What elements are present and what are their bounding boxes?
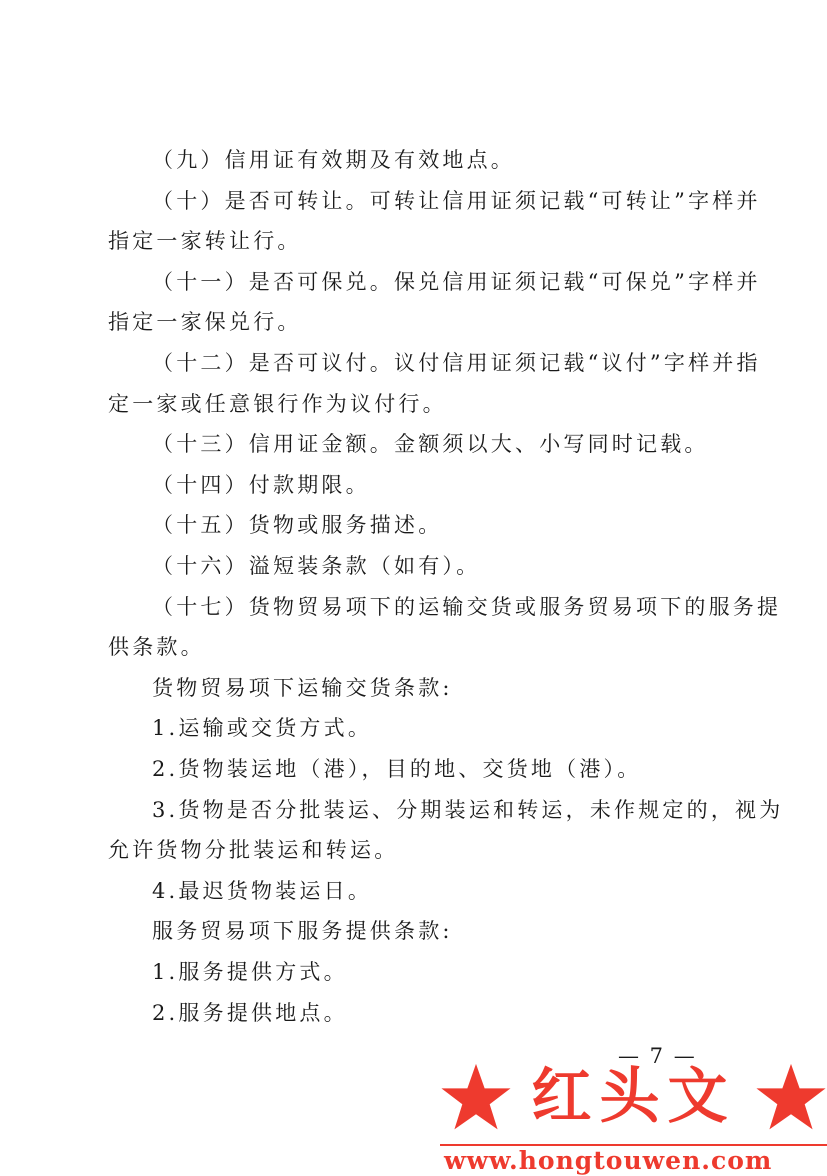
page-number: — 7 — xyxy=(618,1044,697,1068)
paragraph-line: 指定一家保兑行。 xyxy=(108,310,302,335)
watermark-url: www.hongtouwen.com xyxy=(444,1146,773,1175)
paragraph-line: 1.运输或交货方式。 xyxy=(152,716,373,741)
star-icon xyxy=(755,1062,827,1132)
paragraph-line: 允许货物分批装运和转运。 xyxy=(108,838,399,863)
paragraph-line: 服务贸易项下服务提供条款: xyxy=(152,919,453,944)
paragraph xyxy=(108,911,724,952)
paragraph-line: 4.最迟货物装运日。 xyxy=(152,878,373,903)
paragraph xyxy=(108,993,724,1034)
paragraph xyxy=(108,465,724,506)
paragraph-line: （十一）是否可保兑。保兑信用证须记载“可保兑”字样并 xyxy=(152,269,761,294)
paragraph-line: （十四）付款期限。 xyxy=(152,472,370,497)
paragraph xyxy=(108,181,761,262)
paragraph xyxy=(108,708,724,749)
paragraph-line: 2.货物装运地（港），目的地、交货地（港）。 xyxy=(152,757,642,781)
paragraph-line: 定一家或任意银行作为议付行。 xyxy=(108,391,447,416)
paragraph xyxy=(108,871,724,912)
paragraph xyxy=(108,343,761,424)
watermark-title: 红头文 xyxy=(531,1062,736,1132)
paragraph xyxy=(108,749,724,790)
paragraph-line: （十三）信用证金额。金额须以大、小写同时记载。 xyxy=(152,432,709,457)
paragraph xyxy=(108,952,724,993)
paragraph xyxy=(108,546,724,587)
star-icon xyxy=(440,1062,512,1132)
paragraph xyxy=(108,668,724,709)
paragraph-line: 指定一家转让行。 xyxy=(108,229,302,254)
paragraph xyxy=(108,424,724,465)
paragraph-line: （九）信用证有效期及有效地点。 xyxy=(152,148,515,172)
paragraph-line: 2.服务提供地点。 xyxy=(152,1000,348,1025)
paragraph-line: （十五）货物或服务描述。 xyxy=(152,513,443,538)
paragraph xyxy=(108,505,724,546)
paragraph xyxy=(108,790,784,871)
paragraph-line: 3.货物是否分批装运、分期装运和转运，未作规定的，视为 xyxy=(152,797,784,822)
paragraph-line: （十二）是否可议付。议付信用证须记载“议付”字样并指 xyxy=(152,351,761,375)
paragraph-line: （十七）货物贸易项下的运输交货或服务贸易项下的服务提 xyxy=(152,594,782,619)
paragraph xyxy=(108,140,724,181)
watermark xyxy=(440,1060,827,1175)
paragraph-line: 1.服务提供方式。 xyxy=(152,960,348,984)
paragraph-line: （十六）溢短装条款（如有）。 xyxy=(152,554,481,578)
paragraph-line: （十）是否可转让。可转让信用证须记载“可转让”字样并 xyxy=(152,188,761,213)
paragraph-line: 供条款。 xyxy=(108,635,205,660)
watermark-banner xyxy=(440,1060,827,1134)
paragraph-line: 货物贸易项下运输交货条款: xyxy=(152,675,453,700)
paragraph xyxy=(108,587,782,668)
paragraph xyxy=(108,262,761,343)
